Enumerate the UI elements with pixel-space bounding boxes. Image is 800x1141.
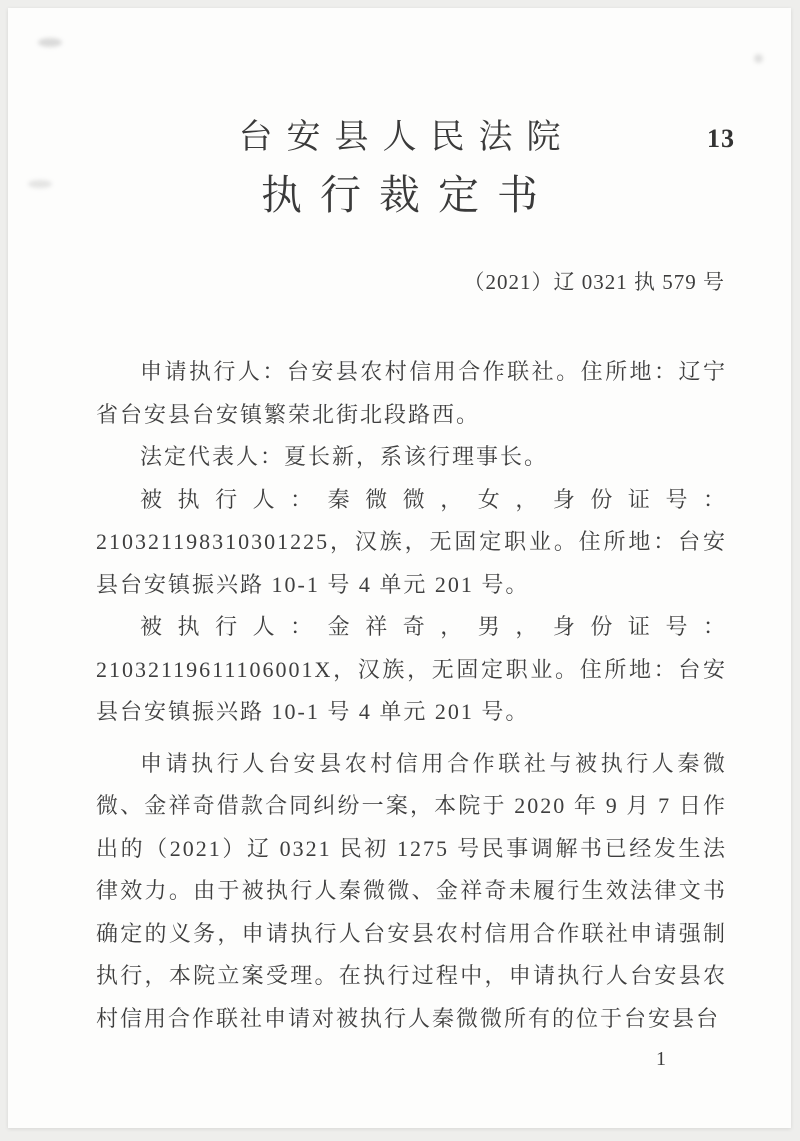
scan-artifact bbox=[28, 180, 52, 188]
corner-document-number: 13 bbox=[707, 124, 735, 153]
document-page bbox=[8, 8, 791, 1128]
court-name-title: 台安县人民法院 bbox=[238, 119, 575, 156]
paragraph-respondent-2: 被执行人：金祥奇，男，身份证号：21032119611106001X，汉族，无固定职业。住所地：台安县台安镇振兴路 10-1 号 4 单元 201 号。 bbox=[96, 614, 727, 724]
paragraph-applicant: 申请执行人：台安县农村信用合作联社。住所地：辽宁省台安县台安镇繁荣北街北段路西。 bbox=[96, 359, 727, 427]
case-number: （2021）辽 0321 执 579 号 bbox=[463, 270, 725, 294]
document-title-row bbox=[8, 170, 791, 220]
paragraph-respondent-1: 被执行人：秦微微，女，身份证号：210321198310301225，汉族，无固定职业。住所地：台安县台安镇振兴路 10-1 号 4 单元 201 号。 bbox=[96, 486, 727, 597]
document-body bbox=[8, 351, 791, 1040]
document-header bbox=[8, 8, 791, 160]
paragraph-case-narrative: 申请执行人台安县农村信用合作联社与被执行人秦微微、金祥奇借款合同纠纷一案，本院于 2020 年 9 月 7 日作出的（2021）辽 0321 民初 1275 号民事调解书已经发生法律效力。由于被执行人秦微微、金祥奇未履行生效法律文书确定的义务，申请执行人台安县农村信用合作联社申请强制执行，本院立案受理。在执行过程中，申请执行人台安县农村信用合作联社申请对被执行人秦微微所有的位于台安县台 bbox=[96, 750, 727, 1031]
document-title: 执行裁定书 bbox=[261, 172, 556, 218]
page-number: 1 bbox=[656, 1048, 666, 1070]
paragraph-legal-representative: 法定代表人：夏长新，系该行理事长。 bbox=[140, 444, 549, 469]
